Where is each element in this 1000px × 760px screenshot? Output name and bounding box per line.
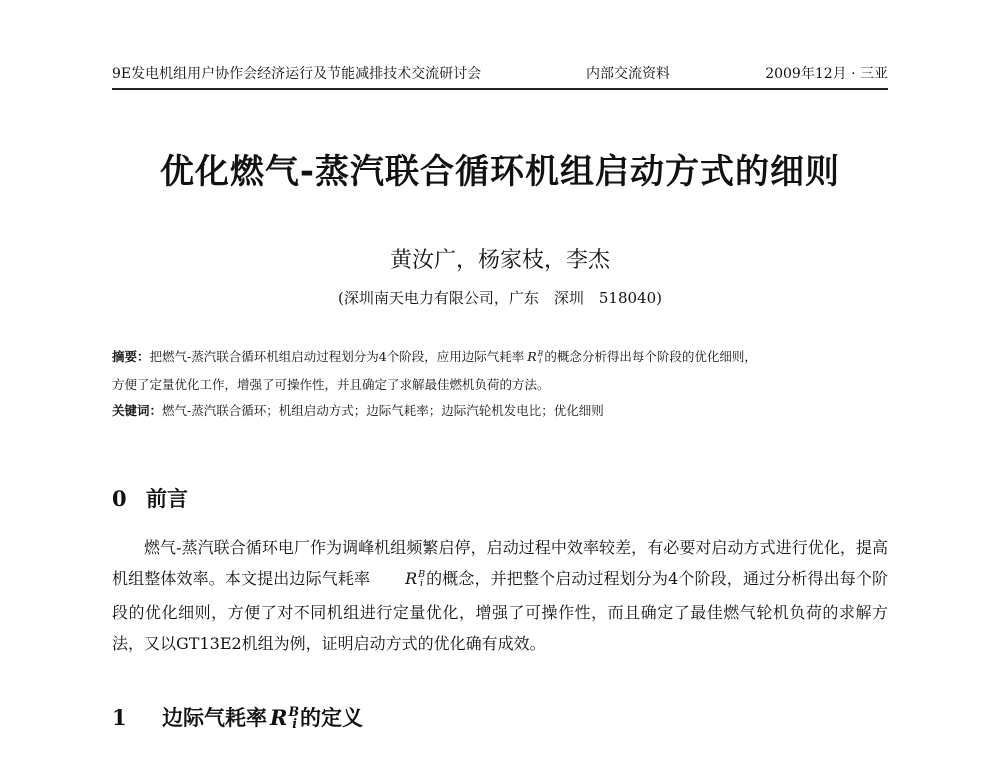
paper-affiliation: (深圳南天电力有限公司，广东 深圳 518040) bbox=[338, 289, 662, 307]
symbol-base: R bbox=[405, 569, 418, 588]
section-title: 前言 bbox=[146, 487, 188, 511]
abstract-line-2: 方便了定量优化工作，增强了可操作性，并且确定了求解最佳燃机负荷的方法。 bbox=[112, 377, 550, 392]
section-title-part-1: 边际气耗率 bbox=[162, 706, 267, 730]
abstract bbox=[112, 344, 888, 398]
section-title-part-2: 的定义 bbox=[299, 706, 363, 730]
keywords-text: 燃气-蒸汽联合循环；机组启动方式；边际气耗率；边际汽轮机发电比；优化细则 bbox=[162, 403, 604, 418]
symbol-sub: i bbox=[292, 716, 297, 732]
intro-text-part-2: 的概念，并把整个启动过程划分为4个阶段，通过分析得出每个阶段的优化细则，方便了对不同机组进行定量优化，增强了可操作性，而且确定了最佳燃气轮机负荷的求解方法，又以GT13E2机组为例，证明启动方式的优化确有成效。 bbox=[112, 569, 888, 653]
marginal-gas-rate-symbol bbox=[270, 703, 300, 736]
marginal-gas-rate-symbol bbox=[373, 563, 426, 597]
intro-body bbox=[112, 532, 888, 659]
header-rule bbox=[112, 88, 888, 90]
paper-authors: 黄汝广，杨家枝，李杰 bbox=[389, 248, 610, 273]
symbol-sup: B bbox=[418, 569, 426, 581]
header-conference: 9E发电机组用户协作会经济运行及节能减排技术交流研讨会 bbox=[112, 66, 482, 82]
symbol-sub: i bbox=[539, 355, 542, 365]
paper-title: 优化燃气-蒸汽联合循环机组启动方式的细则 bbox=[159, 152, 841, 192]
abstract-text-part-1: 把燃气-蒸汽联合循环机组启动过程划分为4个阶段，应用边际气耗率 bbox=[149, 349, 525, 364]
abstract-line-1 bbox=[112, 344, 888, 372]
marginal-gas-rate-symbol bbox=[527, 344, 544, 372]
header-classification: 内部交流资料 bbox=[586, 66, 670, 82]
symbol-base: R bbox=[270, 705, 288, 730]
section-number: 0 bbox=[112, 486, 127, 511]
symbol-sub: i bbox=[419, 578, 424, 590]
section-heading-1 bbox=[112, 703, 363, 736]
keywords-label: 关键词： bbox=[112, 403, 163, 418]
symbol-sup: B bbox=[537, 348, 544, 358]
running-header bbox=[112, 63, 888, 89]
header-date-place: 2009年12月 · 三亚 bbox=[765, 66, 888, 82]
symbol-base: R bbox=[527, 349, 537, 364]
intro-text-part-1: 燃气-蒸汽联合循环电厂作为调峰机组频繁启停，启动过程中效率较差，有必要对启动方式进行优化，提高机组整体效率。本文提出边际气耗率 bbox=[112, 538, 888, 588]
keywords bbox=[112, 398, 888, 424]
abstract-text-part-2: 的概念分析得出每个阶段的优化细则， bbox=[544, 349, 757, 364]
abstract-label: 摘要： bbox=[112, 349, 150, 364]
section-number: 1 bbox=[112, 705, 127, 730]
intro-paragraph bbox=[112, 532, 888, 659]
symbol-sup: B bbox=[288, 704, 300, 720]
section-heading-0 bbox=[112, 484, 188, 514]
